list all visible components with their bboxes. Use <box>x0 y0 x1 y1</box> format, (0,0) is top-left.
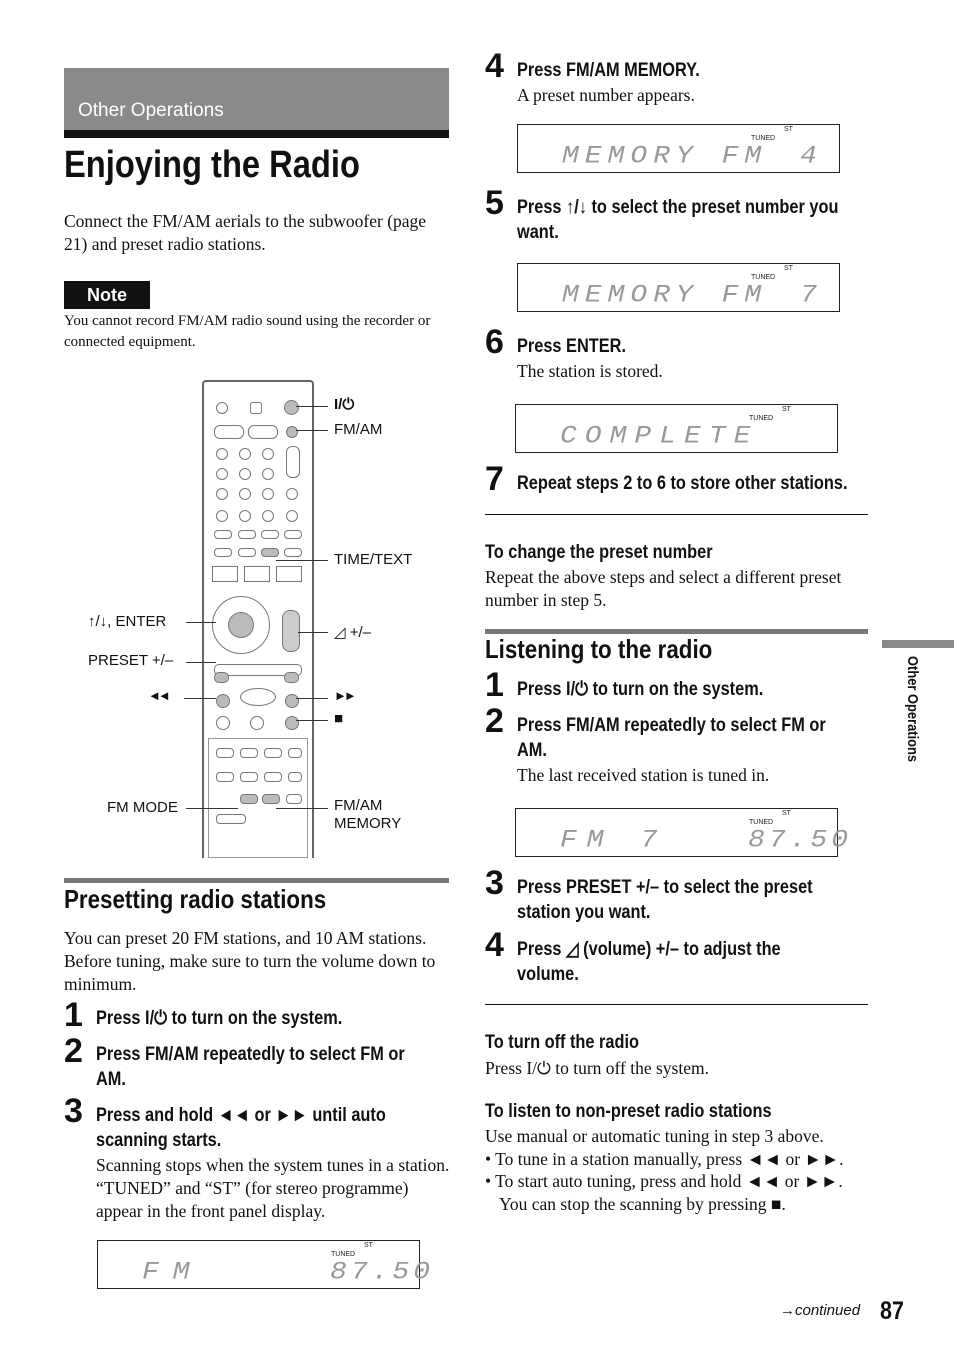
heading-non-preset: To listen to non-preset radio stations <box>485 1101 772 1122</box>
preset-step-2-text-2: AM. <box>96 1069 126 1090</box>
remote-label-fmam-memory-2: MEMORY <box>334 815 402 832</box>
remote-label-ff: ►► <box>334 688 354 703</box>
preset-step-3-text-1: Press and hold ◄◄ or ►► until auto <box>96 1105 386 1126</box>
remote-label-rew: ◄◄ <box>148 688 168 703</box>
preset-step-4-text: Press FM/AM MEMORY. <box>517 60 700 81</box>
divider-1 <box>485 514 868 515</box>
heading-turn-off: To turn off the radio <box>485 1032 639 1053</box>
heading-listening: Listening to the radio <box>485 634 713 664</box>
listen-step-4-text-2: volume. <box>517 964 579 985</box>
page-title: Enjoying the Radio <box>64 144 360 186</box>
display-panel-1: ST TUNED FM 87.50 <box>97 1240 420 1289</box>
preset-step-1-text: Press I/⏻ to turn on the system. <box>96 1008 343 1029</box>
remote-label-arrows-enter: ↑/↓, ENTER <box>88 613 167 630</box>
non-preset-line-4: You can stop the scanning by pressing ■. <box>499 1194 786 1214</box>
display-panel-4: ST TUNED COMPLETE <box>515 404 838 453</box>
page-number: 87 <box>880 1297 904 1325</box>
non-preset-line-3: • To start auto tuning, press and hold ◄◄ or ►►. <box>485 1171 843 1191</box>
remote-label-timetext: TIME/TEXT <box>334 551 413 568</box>
remote-illustration <box>202 380 314 858</box>
remote-label-volume: ◿ +/– <box>334 624 371 641</box>
preset-step-3-text-2: scanning starts. <box>96 1130 222 1151</box>
section-header-underline <box>64 130 449 138</box>
heading-change-preset: To change the preset number <box>485 542 713 563</box>
heading-presetting: Presetting radio stations <box>64 884 327 914</box>
listen-step-2-body: The last received station is tuned in. <box>517 765 770 785</box>
preset-step-3-body: Scanning stops when the system tunes in a station. “TUNED” and “ST” (for stereo programme) appear in the front panel display. <box>96 1155 450 1221</box>
section-header-label: Other Operations <box>78 100 224 121</box>
listen-step-4-num: 4 <box>485 926 504 964</box>
side-tab-bar <box>882 640 954 648</box>
listen-step-2-text-2: AM. <box>517 740 547 761</box>
listen-step-3-text-2: station you want. <box>517 902 651 923</box>
note-badge: Note <box>64 281 150 309</box>
preset-step-5-text-1: Press ↑/↓ to select the preset number you <box>517 197 839 218</box>
preset-step-5-num: 5 <box>485 184 504 222</box>
side-tab-label: Other Operations <box>904 656 921 763</box>
remote-label-preset: PRESET +/– <box>88 652 174 669</box>
listen-step-2-num: 2 <box>485 702 504 740</box>
divider-2 <box>485 1004 868 1005</box>
display-panel-3: ST TUNED MEMORY FM 7 <box>517 263 840 312</box>
remote-label-power: I/⏻ <box>334 396 355 413</box>
change-preset-body: Repeat the above steps and select a different preset number in step 5. <box>485 567 842 610</box>
remote-label-stop: ■ <box>334 710 344 727</box>
continued-label: →continued <box>780 1302 861 1319</box>
preset-step-2-text-1: Press FM/AM repeatedly to select FM or <box>96 1044 405 1065</box>
listen-step-2-text-1: Press FM/AM repeatedly to select FM or <box>517 715 826 736</box>
remote-label-fmam-memory-1: FM/AM <box>334 797 383 814</box>
listen-step-1-num: 1 <box>485 666 504 704</box>
preset-step-3-num: 3 <box>64 1092 83 1130</box>
preset-step-6-text: Press ENTER. <box>517 336 626 357</box>
listen-step-4-text-1: Press ◿ (volume) +/– to adjust the <box>517 939 781 960</box>
turn-off-body: Press I/⏻ to turn off the system. <box>485 1058 709 1078</box>
preset-step-6-num: 6 <box>485 323 504 361</box>
preset-step-4-num: 4 <box>485 47 504 85</box>
display-panel-2: ST TUNED MEMORY FM 4 <box>517 124 840 173</box>
preset-step-7-text: Repeat steps 2 to 6 to store other stations. <box>517 473 848 494</box>
preset-step-4-body: A preset number appears. <box>517 85 695 105</box>
remote-label-fm-mode: FM MODE <box>107 799 178 816</box>
preset-step-1-num: 1 <box>64 996 83 1034</box>
listen-step-3-num: 3 <box>485 864 504 902</box>
preset-step-5-text-2: want. <box>517 222 559 243</box>
preset-step-2-num: 2 <box>64 1032 83 1070</box>
remote-label-fmam: FM/AM <box>334 421 383 438</box>
preset-step-6-body: The station is stored. <box>517 361 663 381</box>
listen-step-1-text: Press I/⏻ to turn on the system. <box>517 679 764 700</box>
note-text: You cannot record FM/AM radio sound using the recorder or connected equipment. <box>64 313 431 350</box>
preset-step-7-num: 7 <box>485 460 504 498</box>
listen-step-3-text-1: Press PRESET +/– to select the preset <box>517 877 813 898</box>
display-panel-5: ST TUNED FM 7 87.50 <box>515 808 838 857</box>
heading-rule-presetting <box>64 878 449 883</box>
section-header-bar <box>64 68 449 130</box>
intro-text: Connect the FM/AM aerials to the subwoofer (page 21) and preset radio stations. <box>64 211 427 254</box>
non-preset-line-2: • To tune in a station manually, press ◄◄ or ►►. <box>485 1149 844 1169</box>
presetting-intro: You can preset 20 FM stations, and 10 AM stations. Before tuning, make sure to turn the volume down to minimum. <box>64 928 436 994</box>
non-preset-line-1: Use manual or automatic tuning in step 3 above. <box>485 1126 824 1146</box>
